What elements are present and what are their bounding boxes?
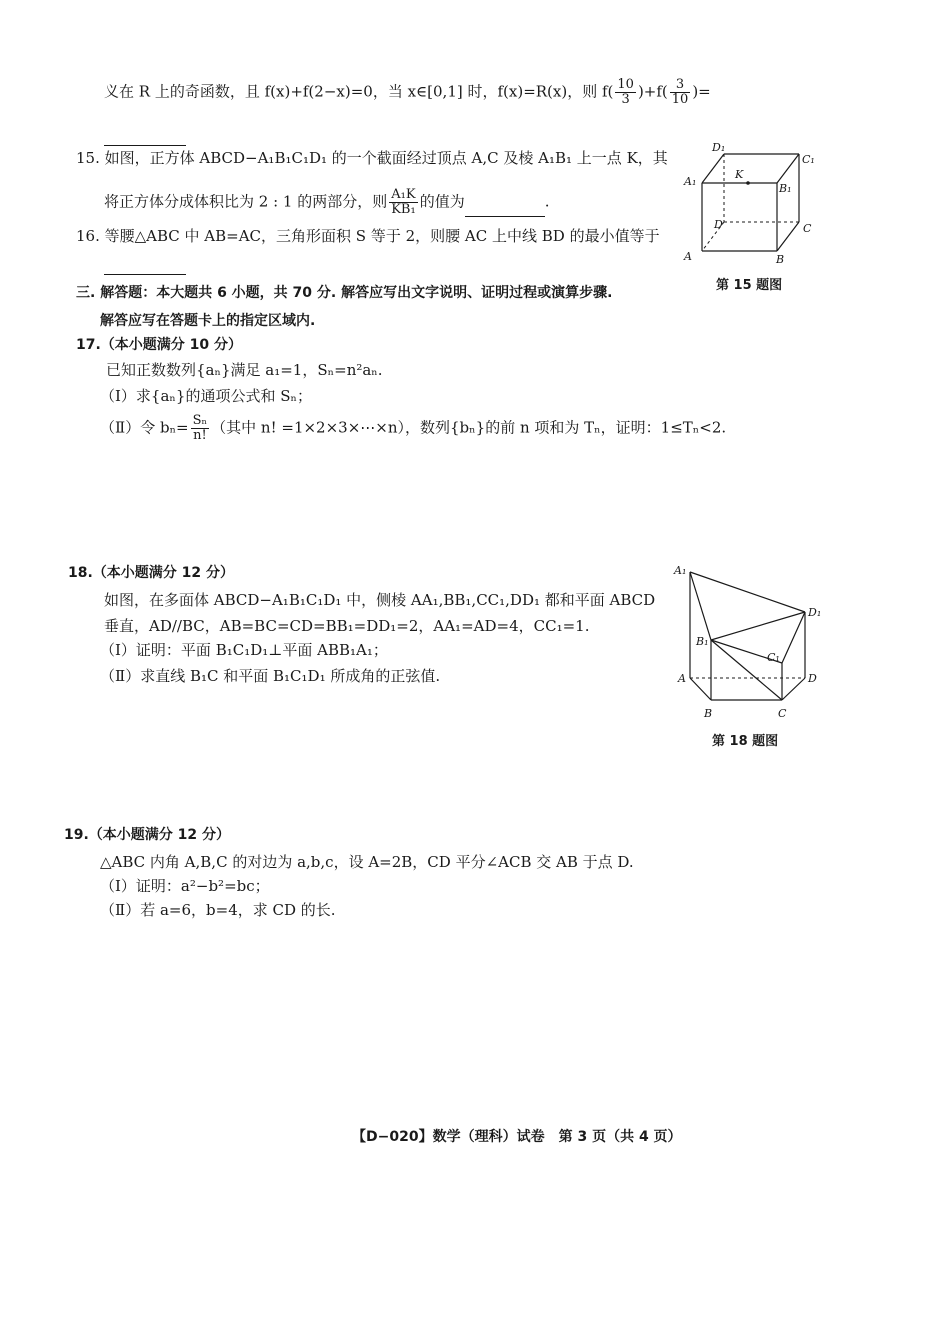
q17-part-2: （Ⅱ）令 bₙ= $\frac{\text{Sₙ}}{n!}$ （其中 n! =1×2×3×⋯×n），数列{bₙ}的前 n 项和为 Tₙ，证明：1≤Tₙ<2. xyxy=(100,413,727,443)
fig15-label-a: A xyxy=(684,250,692,263)
section-3-heading: 三. 解答题：本大题共 6 小题，共 70 分. 解答应写出文字说明、证明过程或演算步骤. xyxy=(76,285,613,301)
q14-tail: 义在 R 上的奇函数，且 f(x)+f(2−x)=0，当 x∈[0,1] 时，f(x)=R(x)，则 f( $\frac{10}{3}$ )+f( $\frac{3}{10}$ )= xyxy=(104,77,711,107)
q18-header: 18.（本小题满分 12 分） xyxy=(68,565,235,581)
q17-fraction: $\frac{\text{Sₙ}}{n!}$ xyxy=(192,413,208,443)
q16-answer-blank[interactable] xyxy=(104,262,186,275)
q17-part-1: （Ⅰ）求{aₙ}的通项公式和 Sₙ； xyxy=(100,387,312,405)
q14-fraction-1: $\frac{10}{3}$ xyxy=(617,77,634,107)
q18-line-2: 垂直，AD//BC，AB=BC=CD=BB₁=DD₁=2，AA₁=AD=4，CC₁=1. xyxy=(104,617,590,635)
fig15-label-c1: C₁ xyxy=(802,153,815,166)
fig18-label-d1: D₁ xyxy=(808,606,822,619)
q17-header: 17.（本小题满分 10 分） xyxy=(76,337,243,353)
fig18-label-a1: A₁ xyxy=(674,564,687,577)
page-footer: 【D−020】数学（理科）试卷 第 3 页（共 4 页） xyxy=(352,1129,682,1145)
q14-answer-blank[interactable] xyxy=(104,133,186,146)
fig15-label-b: B xyxy=(776,253,785,266)
q15-line-1: 15. 如图，正方体 ABCD−A₁B₁C₁D₁ 的一个截面经过顶点 A,C 及棱 A₁B₁ 上一点 K，其 xyxy=(76,149,668,167)
q19-part-2: （Ⅱ）若 a=6，b=4，求 CD 的长. xyxy=(100,901,336,919)
q15-line-2: 将正方体分成体积比为 2 : 1 的两部分，则 $\frac{\text{A₁K}}{\text{KB₁}}$ 的值为 . xyxy=(104,187,550,217)
fig15-label-k: K xyxy=(735,168,744,181)
q15-fraction: $\frac{\text{A₁K}}{\text{KB₁}}$ xyxy=(391,187,416,217)
figure-18-caption: 第 18 题图 xyxy=(712,734,779,749)
fig18-label-d: D xyxy=(808,672,817,685)
figure-15-caption: 第 15 题图 xyxy=(716,278,783,293)
q19-line-1: △ABC 内角 A,B,C 的对边为 a,b,c，设 A=2B，CD 平分∠ACB 交 AB 于点 D. xyxy=(100,853,634,871)
q17-line-1: 已知正数数列{aₙ}满足 a₁=1，Sₙ=n²aₙ. xyxy=(106,361,383,379)
q18-line-1: 如图，在多面体 ABCD−A₁B₁C₁D₁ 中，侧棱 AA₁,BB₁,CC₁,DD₁ 都和平面 ABCD xyxy=(104,591,656,609)
q18-part-1: （Ⅰ）证明：平面 B₁C₁D₁⊥平面 ABB₁A₁； xyxy=(100,641,388,659)
fig18-label-c: C xyxy=(778,707,787,720)
fig18-label-b: B xyxy=(704,707,713,720)
figure-15-cube xyxy=(680,138,820,270)
fig18-label-c1: C₁ xyxy=(767,651,780,664)
fig15-label-b1: B₁ xyxy=(779,182,792,195)
section-3-instruction: 解答应写在答题卡上的指定区域内. xyxy=(100,313,316,329)
fig18-label-a: A xyxy=(678,672,686,685)
figure-18-polyhedron xyxy=(670,560,830,726)
fig15-label-d1: D₁ xyxy=(712,141,726,154)
q19-header: 19.（本小题满分 12 分） xyxy=(64,827,231,843)
fig15-label-c: C xyxy=(803,222,812,235)
q16-line-1: 16. 等腰△ABC 中 AB=AC，三角形面积 S 等于 2，则腰 AC 上中线 BD 的最小值等于 xyxy=(76,227,660,245)
fig18-label-b1: B₁ xyxy=(696,635,709,648)
fig15-label-d: D xyxy=(714,218,723,231)
q19-part-1: （Ⅰ）证明：a²−b²=bc； xyxy=(100,877,270,895)
q18-part-2: （Ⅱ）求直线 B₁C 和平面 B₁C₁D₁ 所成角的正弦值. xyxy=(100,667,441,685)
fig15-label-a1: A₁ xyxy=(684,175,697,188)
q14-fraction-2: $\frac{3}{10}$ xyxy=(671,77,689,107)
q15-answer-blank[interactable] xyxy=(465,202,545,217)
